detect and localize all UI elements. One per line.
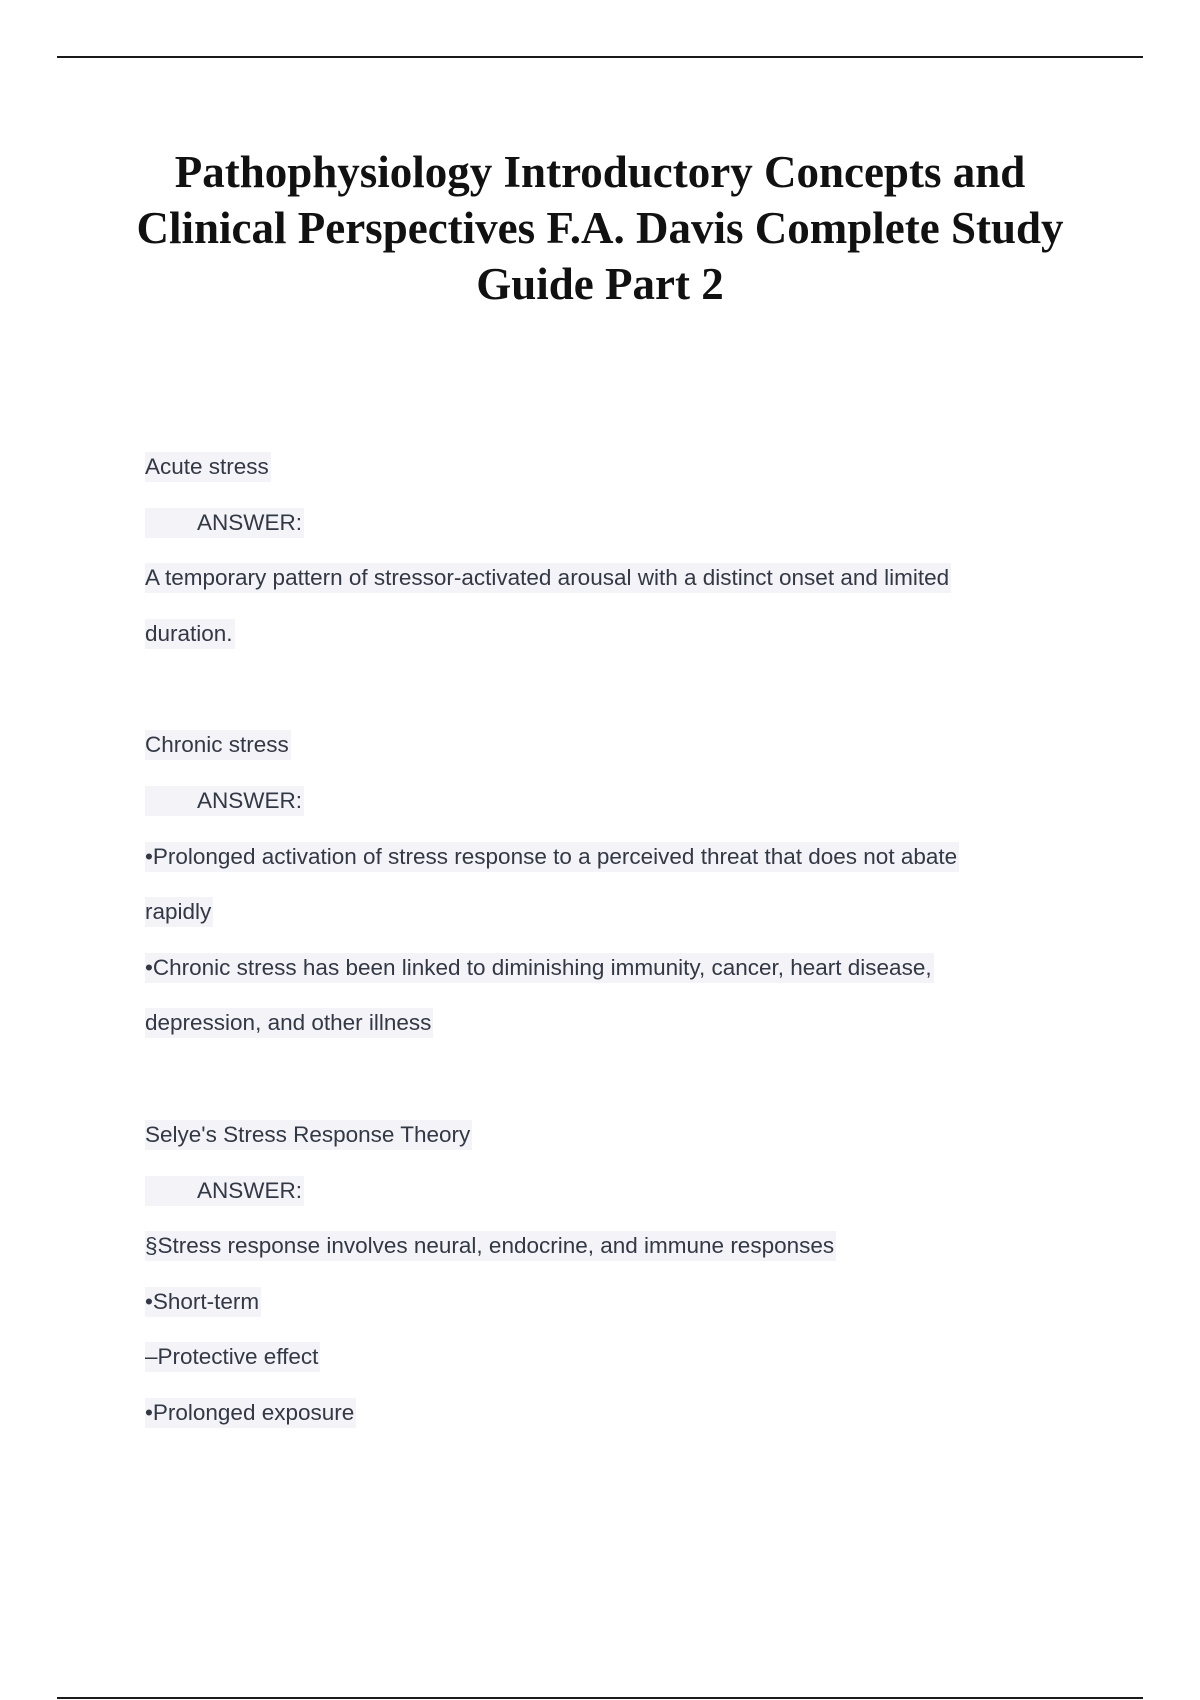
- answer-label: [145, 503, 1065, 559]
- answer-line: [145, 614, 1065, 670]
- answer-line-text: rapidly: [145, 897, 213, 927]
- top-rule: [57, 56, 1143, 58]
- answer-line-text: depression, and other illness: [145, 1008, 433, 1038]
- answer-label-text: ANSWER:: [145, 508, 304, 538]
- answer-line: [145, 1282, 1065, 1338]
- answer-line-text: •Prolonged exposure: [145, 1398, 356, 1428]
- answer-line: [145, 837, 1065, 893]
- document-title: Pathophysiology Introductory Concepts and Clinical Perspectives F.A. Davis Complete Study Guide Part 2: [136, 147, 1064, 309]
- answer-line-text: –Protective effect: [145, 1342, 320, 1372]
- answer-line-text: §Stress response involves neural, endocrine, and immune responses: [145, 1231, 836, 1261]
- answer-line: [145, 558, 1065, 614]
- answer-label: [145, 1171, 1065, 1227]
- section-acute-stress: [145, 447, 1065, 669]
- term-text: Chronic stress: [145, 730, 291, 760]
- study-guide-content: [145, 447, 1065, 1505]
- answer-line-text: •Chronic stress has been linked to diminishing immunity, cancer, heart disease,: [145, 953, 934, 983]
- answer-line: [145, 948, 1065, 1004]
- answer-label: [145, 781, 1065, 837]
- term: [145, 1115, 1065, 1171]
- answer-label-text: ANSWER:: [145, 786, 304, 816]
- bottom-rule: [57, 1697, 1143, 1699]
- answer-line-text: •Prolonged activation of stress response to a perceived threat that does not abate: [145, 842, 959, 872]
- section-chronic-stress: [145, 725, 1065, 1059]
- answer-line: [145, 892, 1065, 948]
- answer-line: [145, 1393, 1065, 1449]
- answer-line-text: •Short-term: [145, 1287, 261, 1317]
- answer-line: [145, 1003, 1065, 1059]
- term-text: Acute stress: [145, 452, 271, 482]
- term: [145, 725, 1065, 781]
- answer-label-text: ANSWER:: [145, 1176, 304, 1206]
- term: [145, 447, 1065, 503]
- answer-line-text: A temporary pattern of stressor-activated arousal with a distinct onset and limited: [145, 563, 951, 593]
- section-selye-theory: [145, 1115, 1065, 1449]
- answer-line: [145, 1337, 1065, 1393]
- answer-line: [145, 1226, 1065, 1282]
- term-text: Selye's Stress Response Theory: [145, 1120, 472, 1150]
- answer-line-text: duration.: [145, 619, 235, 649]
